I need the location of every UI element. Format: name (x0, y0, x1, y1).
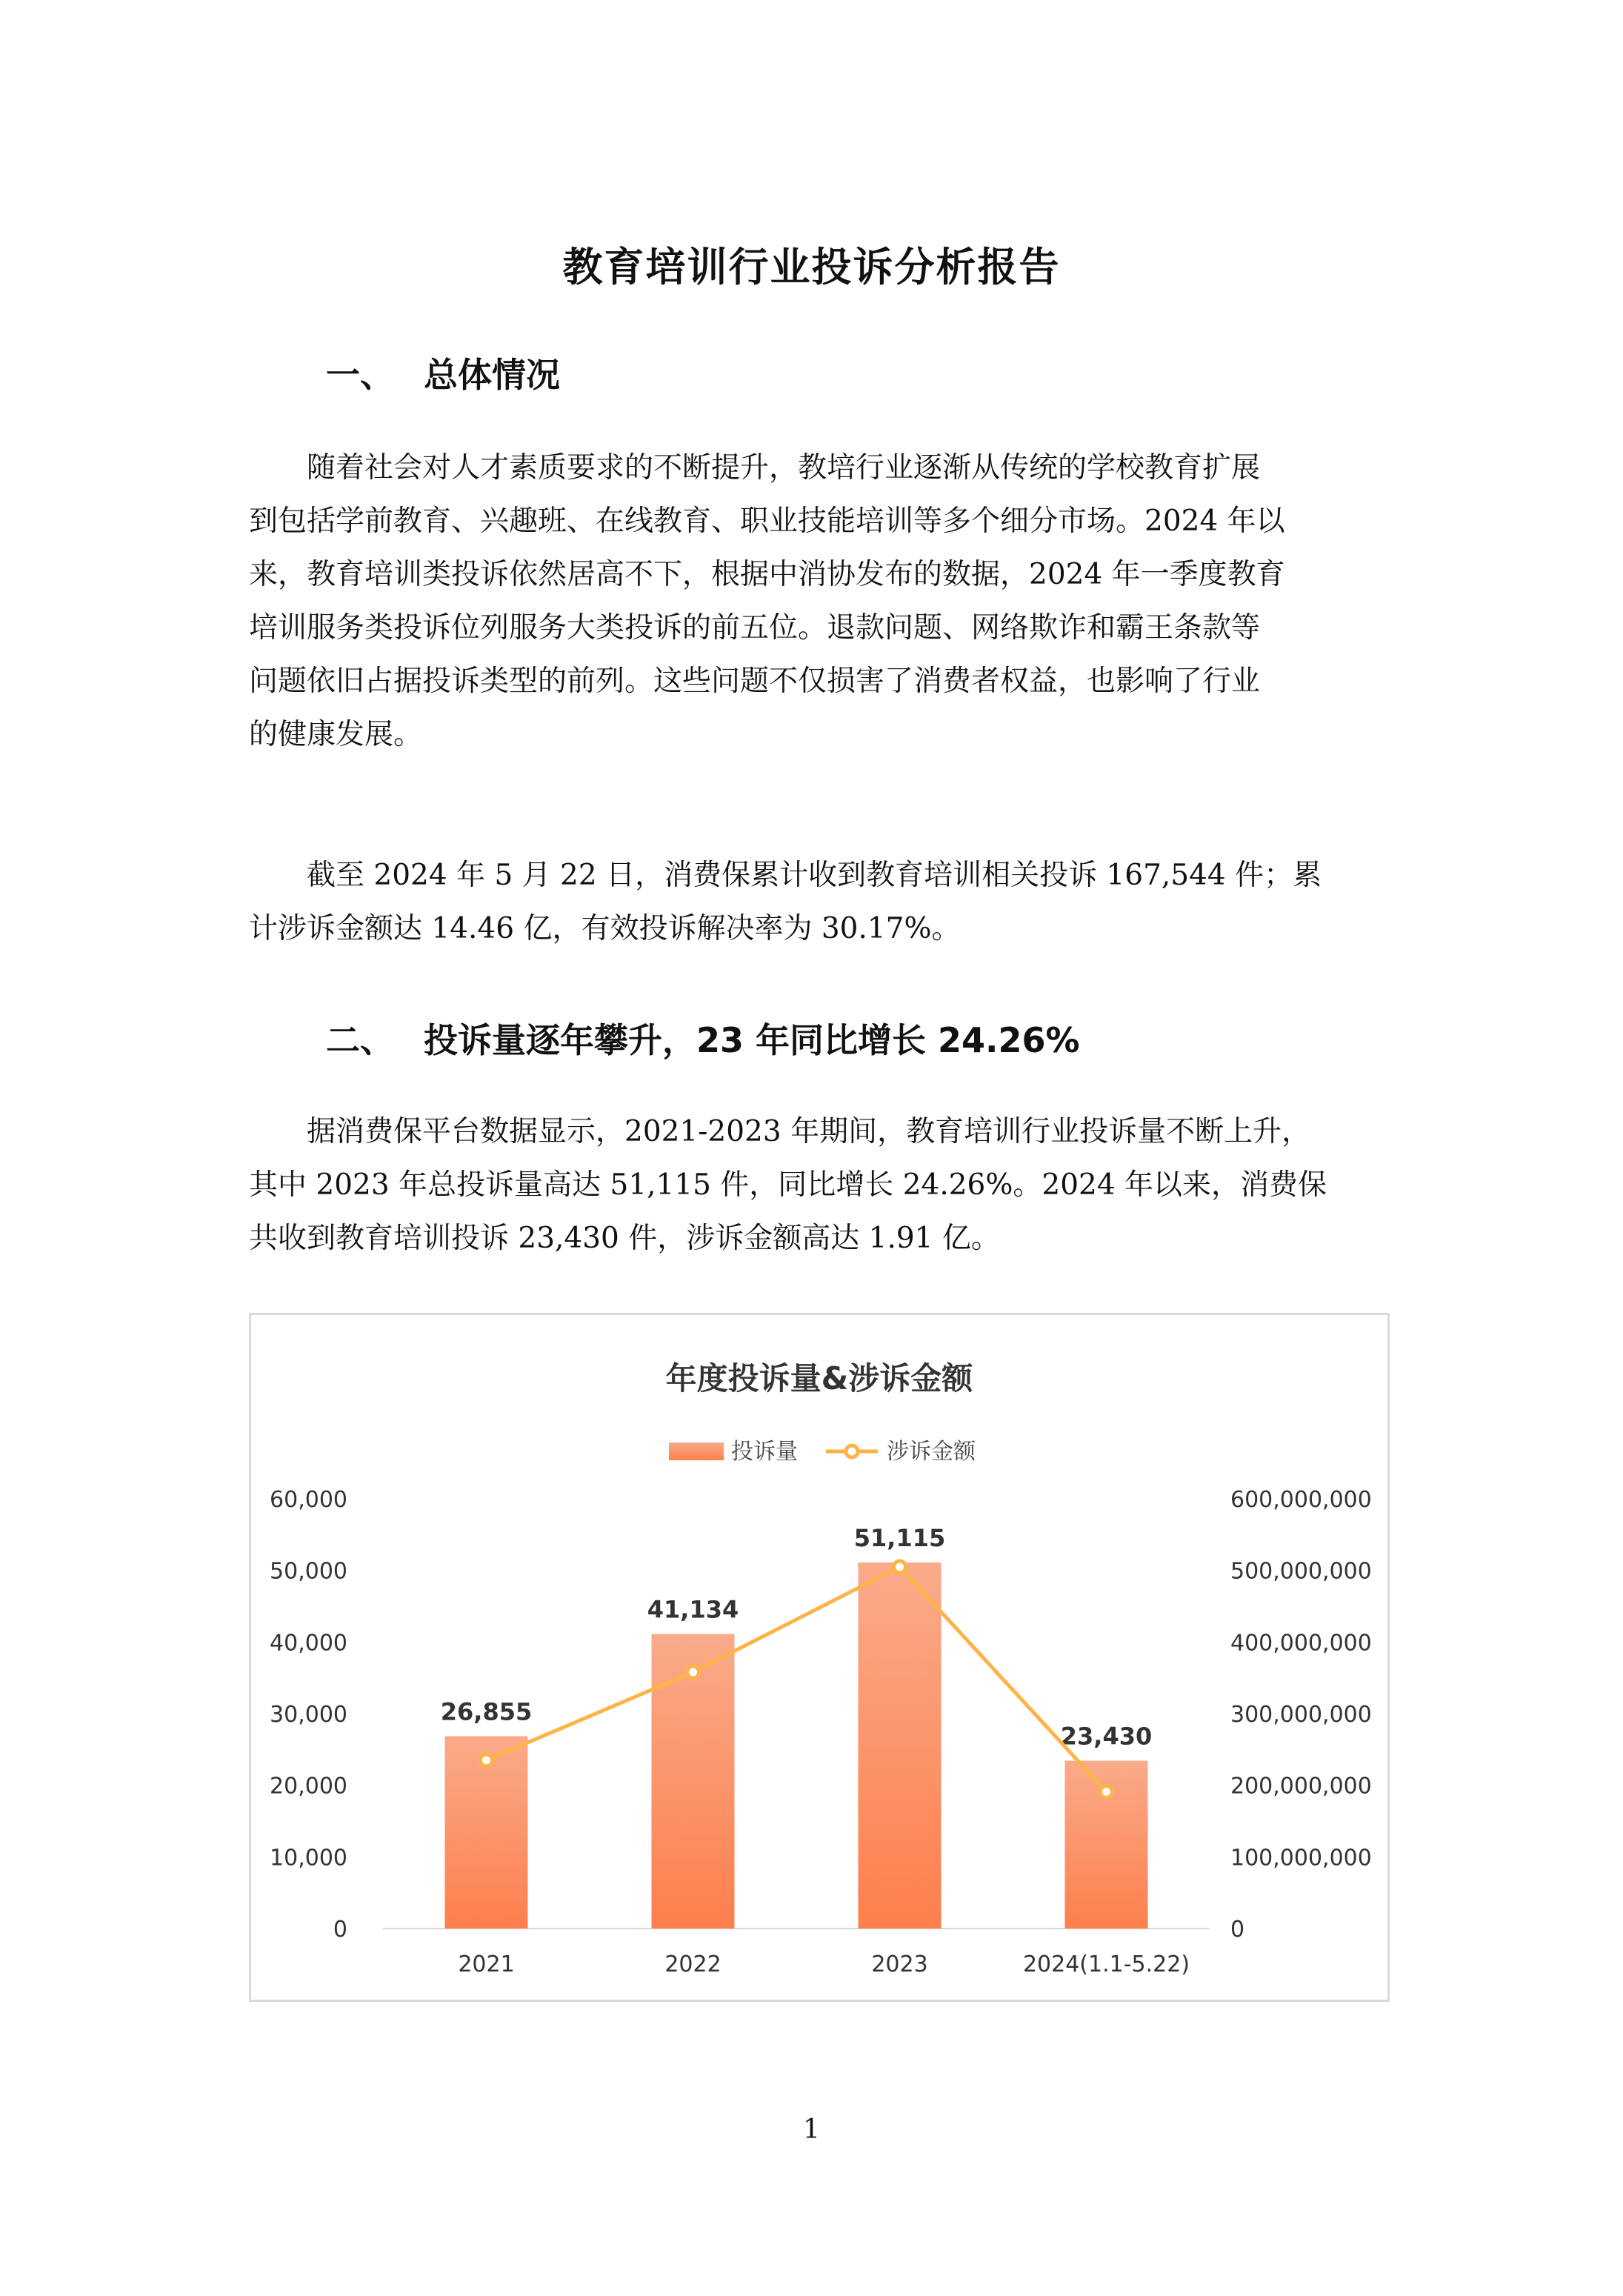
y-right-tick-label: 500,000,000 (1230, 1558, 1372, 1585)
legend-label: 投诉量 (731, 1439, 798, 1465)
section-number: 二、 (326, 1020, 394, 1060)
y-left-tick-label: 60,000 (270, 1487, 347, 1513)
section-title: 投诉量逐年攀升，23 年同比增长 24.26% (424, 1020, 1080, 1060)
y-left-tick-label: 10,000 (270, 1845, 347, 1871)
paragraph-line: 培训服务类投诉位列服务大类投诉的前五位。退款问题、网络欺诈和霸王条款等 (249, 611, 1261, 645)
bar-data-label: 41,134 (647, 1595, 739, 1624)
x-tick-label: 2023 (871, 1951, 928, 1977)
line-point (1101, 1786, 1113, 1797)
legend-label: 涉诉金额 (887, 1439, 976, 1465)
paragraph-line: 据消费保平台数据显示，2021-2023 年期间，教育培训行业投诉量不断上升， (307, 1115, 1311, 1148)
line-point (894, 1561, 906, 1573)
paragraph-line: 问题依旧占据投诉类型的前列。这些问题不仅损害了消费者权益，也影响了行业 (249, 665, 1261, 698)
complaint-chart (249, 1313, 1390, 2002)
section-title: 总体情况 (424, 355, 560, 395)
bar (859, 1563, 942, 1929)
paragraph-overview (249, 442, 1390, 762)
bar-data-label: 26,855 (440, 1697, 533, 1726)
chart-title: 年度投诉量&涉诉金额 (665, 1360, 973, 1397)
legend-line-marker (846, 1445, 858, 1457)
section-heading-2 (326, 1014, 1080, 1062)
line-series (487, 1567, 1107, 1792)
y-right-tick-label: 200,000,000 (1230, 1773, 1372, 1800)
x-tick-label: 2024(1.1-5.22) (1022, 1951, 1190, 1977)
y-right-tick-label: 600,000,000 (1230, 1487, 1372, 1513)
y-left-tick-label: 50,000 (270, 1558, 347, 1585)
y-right-tick-label: 300,000,000 (1230, 1702, 1372, 1728)
y-left-tick-label: 0 (333, 1917, 347, 1943)
y-right-tick-label: 0 (1230, 1917, 1245, 1943)
bar-data-label: 23,430 (1060, 1722, 1153, 1751)
paragraph-cumulative (249, 849, 1390, 956)
chart-svg (251, 1315, 1387, 2000)
paragraph-line: 共收到教育培训投诉 23,430 件，涉诉金额高达 1.91 亿。 (249, 1222, 1000, 1255)
paragraph-line: 到包括学前教育、兴趣班、在线教育、职业技能培训等多个细分市场。2024 年以 (249, 505, 1285, 538)
bar-data-label: 51,115 (853, 1523, 946, 1552)
paragraph-line: 其中 2023 年总投诉量高达 51,115 件，同比增长 24.26%。2024 年以来，消费保 (249, 1168, 1327, 1202)
page-number: 1 (803, 2114, 820, 2145)
x-tick-label: 2022 (664, 1951, 721, 1977)
line-point (481, 1754, 493, 1766)
y-left-tick-label: 20,000 (270, 1773, 347, 1800)
paragraph-growth (249, 1105, 1390, 1265)
x-tick-label: 2021 (458, 1951, 515, 1977)
y-right-tick-label: 400,000,000 (1230, 1630, 1372, 1657)
y-right-tick-label: 100,000,000 (1230, 1845, 1372, 1871)
legend-bar-swatch (669, 1443, 724, 1460)
line-point (687, 1666, 699, 1678)
paragraph-line: 来，教育培训类投诉依然居高不下，根据中消协发布的数据，2024 年一季度教育 (249, 558, 1285, 591)
paragraph-line: 计涉诉金额达 14.46 亿，有效投诉解决率为 30.17%。 (249, 912, 961, 945)
paragraph-line: 的健康发展。 (249, 718, 423, 751)
section-number: 一、 (326, 355, 394, 395)
y-left-tick-label: 40,000 (270, 1630, 347, 1657)
section-heading-1 (326, 348, 560, 397)
y-left-tick-label: 30,000 (270, 1702, 347, 1728)
paragraph-line: 随着社会对人才素质要求的不断提升，教培行业逐渐从传统的学校教育扩展 (307, 451, 1261, 485)
paragraph-line: 截至 2024 年 5 月 22 日，消费保累计收到教育培训相关投诉 167,544 件；累 (307, 859, 1322, 892)
document-title: 教育培训行业投诉分析报告 (562, 244, 1061, 290)
